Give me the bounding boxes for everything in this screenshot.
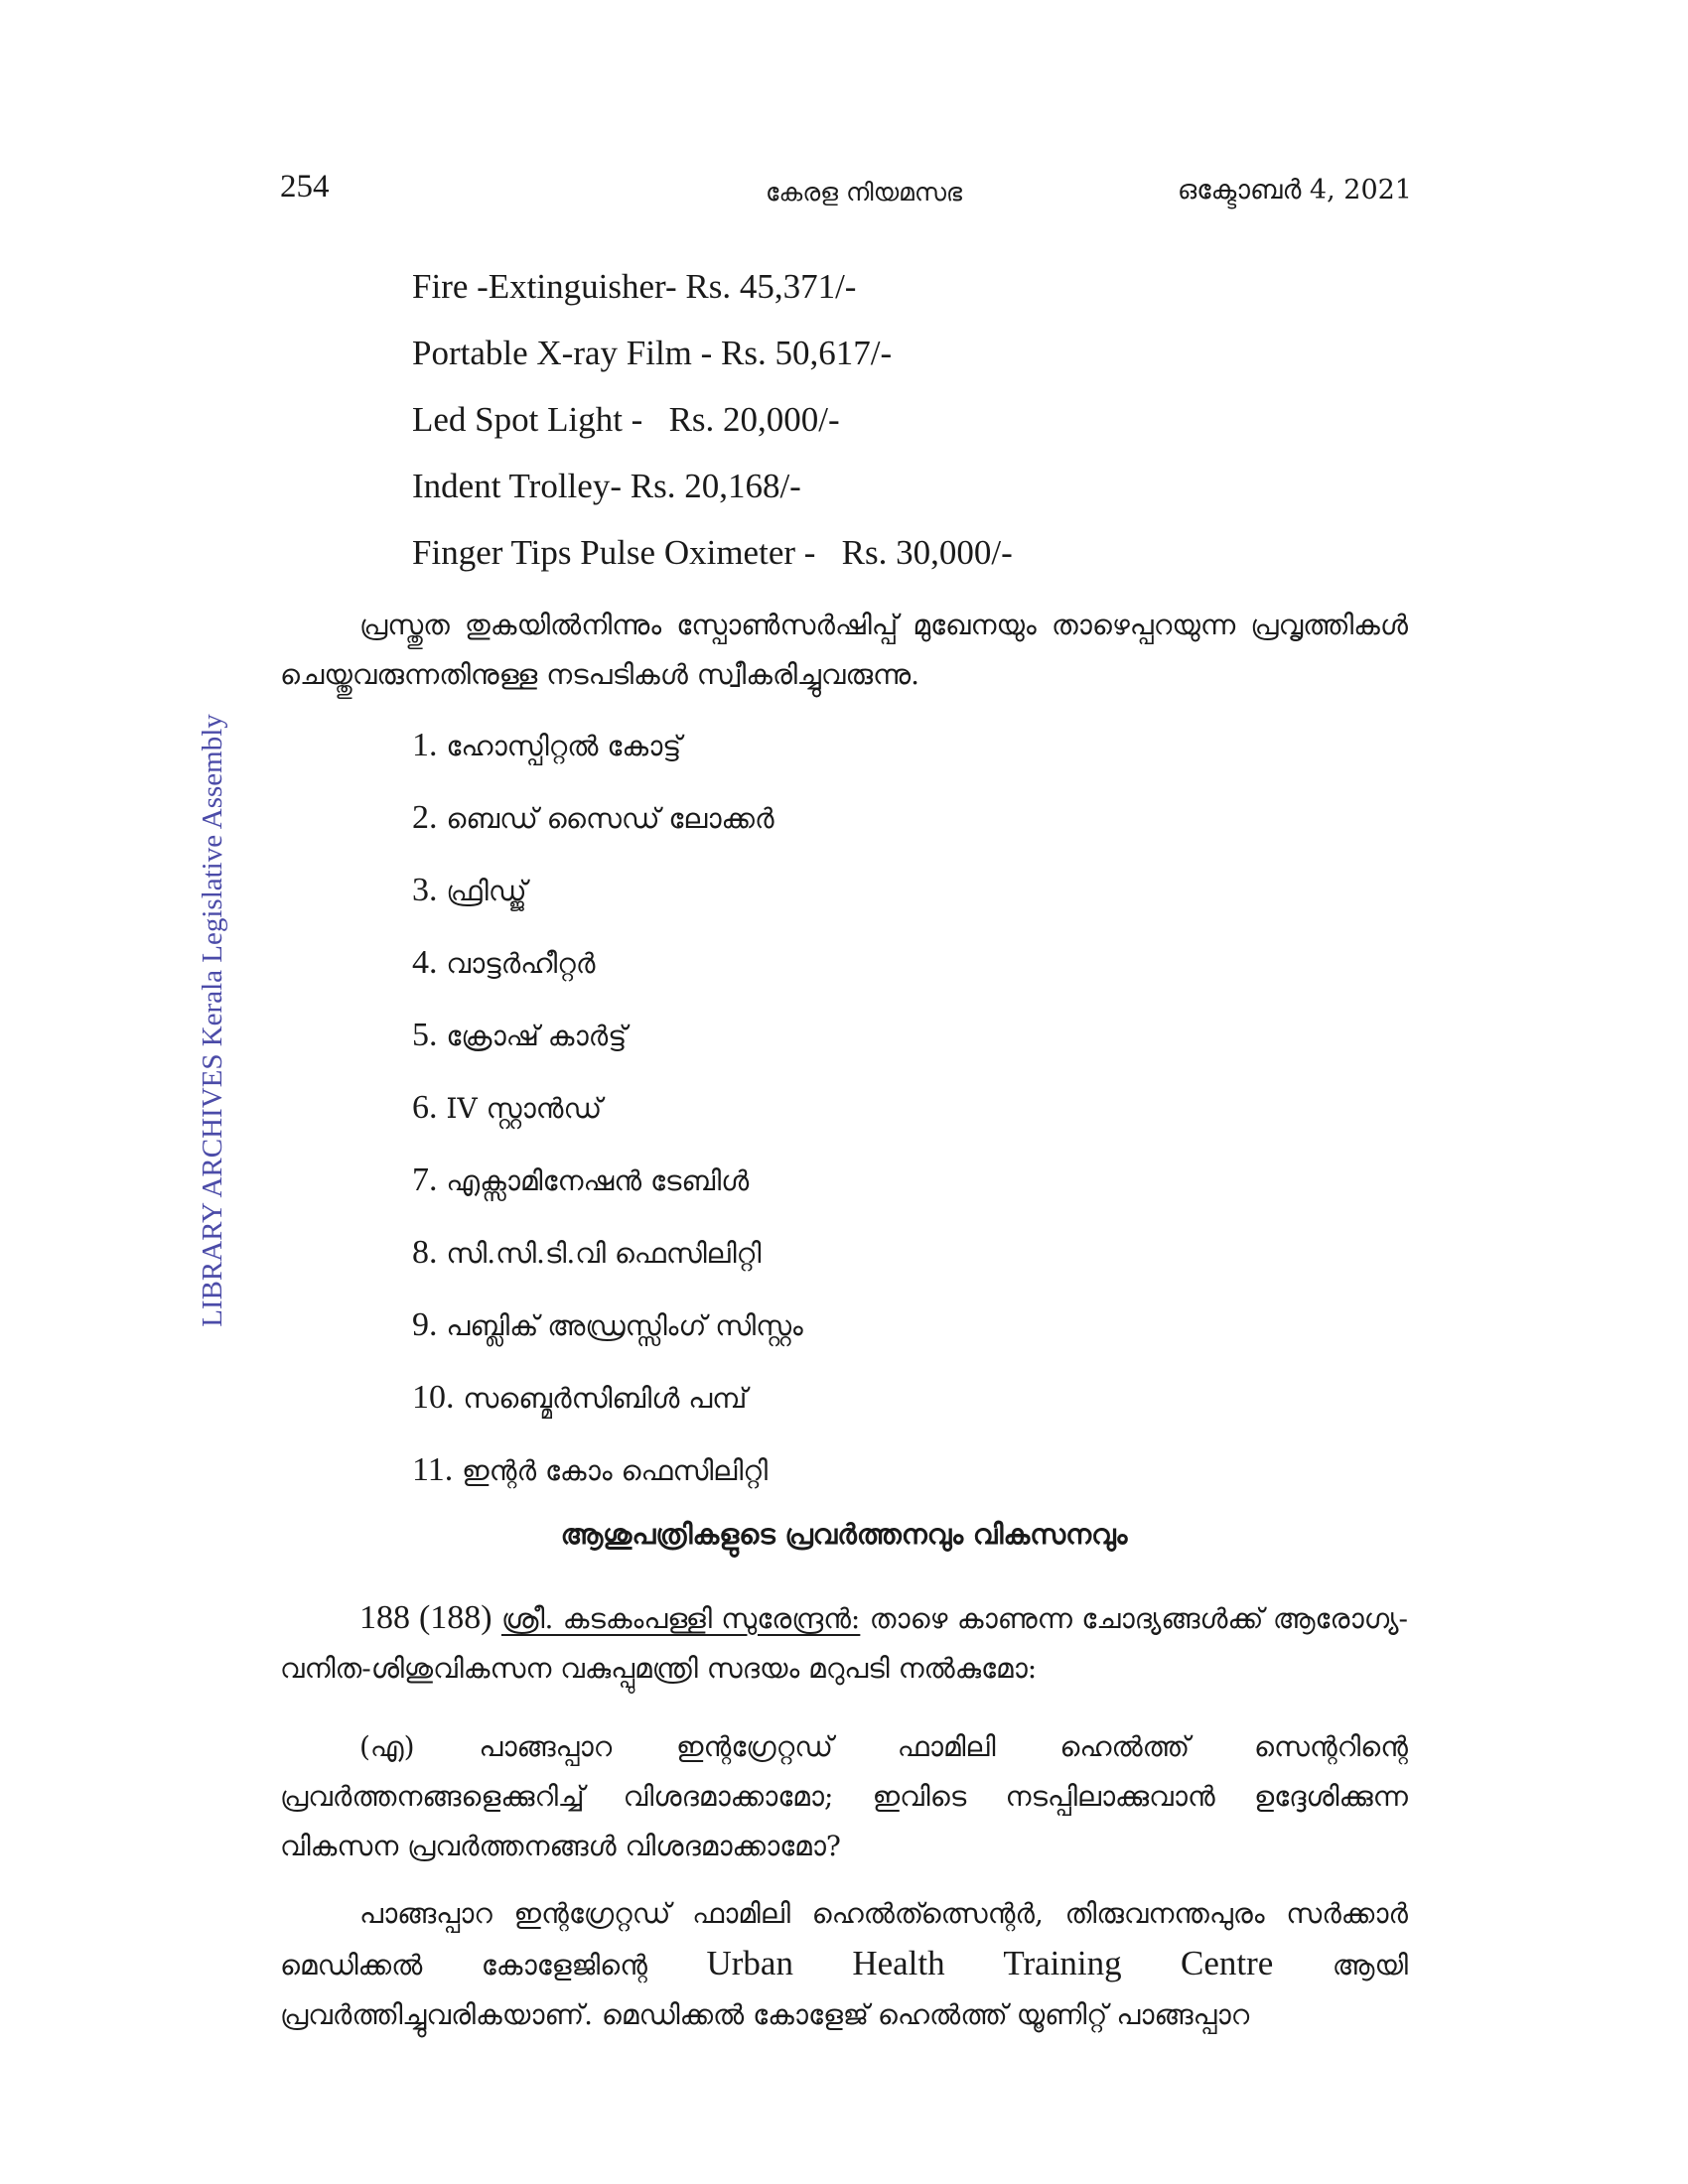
list-item-text: ബെഡ് സൈഡ് ലോക്കർ bbox=[446, 802, 774, 835]
section-heading: ആശുപത്രികളുടെ പ്രവർത്തനവും വികസനവും bbox=[560, 1518, 1128, 1551]
list-item bbox=[412, 1229, 803, 1301]
list-item bbox=[412, 939, 803, 1012]
list-item-number: 8. bbox=[412, 1234, 438, 1271]
answer-text-part1: പാങ്ങപ്പാറ ഇന്റഗ്രേറ്റഡ് ഫാമിലി ഹെൽത്ത്സെന്റർ, തിരുവനന്തപുരം സർക്കാർ മെഡിക്കൽ കോളേജിന്റെ bbox=[280, 1897, 1408, 1981]
list-item bbox=[412, 867, 803, 939]
list-item-number: 5. bbox=[412, 1017, 438, 1053]
list-item bbox=[412, 1012, 803, 1084]
price-item: Finger Tips Pulse Oximeter - Rs. 30,000/- bbox=[412, 533, 1013, 572]
list-item-number: 4. bbox=[412, 944, 438, 981]
list-item-text: ക്രോഷ് കാർട്ട് bbox=[446, 1020, 628, 1052]
sub-question-first-line: (എ) പാങ്ങപ്പാറ ഇന്റഗ്രേറ്റഡ് ഫാമിലി ഹെൽത്ത് സെന്ററിന്റെ bbox=[359, 1730, 1408, 1763]
list-item bbox=[412, 1084, 803, 1157]
price-list bbox=[412, 262, 1013, 595]
list-item-number: 9. bbox=[412, 1306, 438, 1343]
page-header-date: ഒക്ടോബർ 4, 2021 bbox=[1177, 175, 1412, 205]
list-item-text: സി.സി.ടി.വി ഫെസിലിറ്റി bbox=[446, 1237, 762, 1270]
answer-latin-term: Urban Health Training Centre bbox=[706, 1944, 1274, 1982]
price-item: Portable X-ray Film - Rs. 50,617/- bbox=[412, 334, 893, 372]
list-item-text: സബ്മെർസിബിൾ പമ്പ് bbox=[463, 1382, 748, 1415]
page-header-title: കേരള നിയമസഭ bbox=[766, 178, 962, 206]
question-paragraph bbox=[280, 1593, 1408, 1694]
list-item-number: 1. bbox=[412, 727, 438, 763]
list-item-text: ഇന്റർ കോം ഫെസിലിറ്റി bbox=[462, 1454, 769, 1487]
list-item-text: പബ്ലിക് അഡ്രസ്സിംഗ് സിസ്റ്റം bbox=[446, 1309, 803, 1342]
list-item-text: ഫ്രിഡ്ജ് bbox=[446, 875, 527, 907]
list-item-number: 6. bbox=[412, 1089, 438, 1126]
archive-watermark: LIBRARY ARCHIVES Kerala Legislative Assembly bbox=[197, 714, 228, 1327]
scheme-list bbox=[412, 722, 803, 1519]
price-item: Indent Trolley- Rs. 20,168/- bbox=[412, 467, 801, 505]
answer-text-part2: ആയി പ്രവർത്തിച്ചുവരികയാണ്. മെഡിക്കൽ കോളേജ് ഹെൽത്ത് യൂണിറ്റ് പാങ്ങപ്പാറ bbox=[280, 1949, 1408, 2031]
list-item-text: വാട്ടർഹീറ്റർ bbox=[446, 947, 596, 980]
list-item bbox=[412, 1446, 803, 1519]
list-item-number: 11. bbox=[412, 1451, 454, 1488]
list-item bbox=[412, 722, 803, 794]
list-item-number: 3. bbox=[412, 872, 438, 908]
list-item bbox=[412, 1301, 803, 1374]
list-item bbox=[412, 1374, 803, 1446]
list-item-text: ഹോസ്പിറ്റൽ കോട്ട് bbox=[446, 730, 682, 762]
question-text: താഴെ കാണുന്ന ചോദ്യങ്ങൾക്ക് ആരോഗ്യ- വനിത-ശിശുവികസന വകുപ്പുമന്ത്രി സദയം മറുപടി നൽകുമോ: bbox=[280, 1602, 1408, 1685]
list-item-text: എക്സാമിനേഷൻ ടേബിൾ bbox=[446, 1164, 750, 1197]
question-number: 188 (188) bbox=[359, 1599, 492, 1636]
list-item-text: IV സ്റ്റാൻഡ് bbox=[446, 1092, 603, 1125]
sub-question-continuation: പ്രവർത്തനങ്ങളെക്കുറിച്ച് വിശദമാക്കാമോ; ഇവിടെ നടപ്പിലാക്കുവാൻ ഉദ്ദേശിക്കുന്ന വികസന പ്രവർത്തനങ്ങൾ വിശദമാക്കാമോ? bbox=[280, 1780, 1408, 1862]
price-item: Led Spot Light - Rs. 20,000/- bbox=[412, 400, 840, 439]
page-number: 254 bbox=[280, 169, 330, 205]
list-item bbox=[412, 794, 803, 867]
list-item-number: 2. bbox=[412, 799, 438, 836]
member-name: ശ്രീ. കടകംപള്ളി സുരേന്ദ്രൻ: bbox=[500, 1602, 861, 1635]
list-item-number: 7. bbox=[412, 1161, 438, 1198]
price-item: Fire -Extinguisher- Rs. 45,371/- bbox=[412, 267, 857, 306]
answer-paragraph bbox=[280, 1889, 1408, 2040]
list-item bbox=[412, 1157, 803, 1229]
intro-paragraph: പ്രസ്തുത തുകയിൽനിന്നും സ്പോൺസർഷിപ്പ് മുഖേനയും താഴെപ്പറയുന്ന പ്രവൃത്തികൾ ചെയ്തുവരുന്നതിനുള്ള നടപടികൾ സ്വീകരിച്ചുവരുന്നു. bbox=[280, 609, 1408, 691]
sub-question bbox=[280, 1722, 1408, 1871]
list-item-number: 10. bbox=[412, 1379, 455, 1416]
